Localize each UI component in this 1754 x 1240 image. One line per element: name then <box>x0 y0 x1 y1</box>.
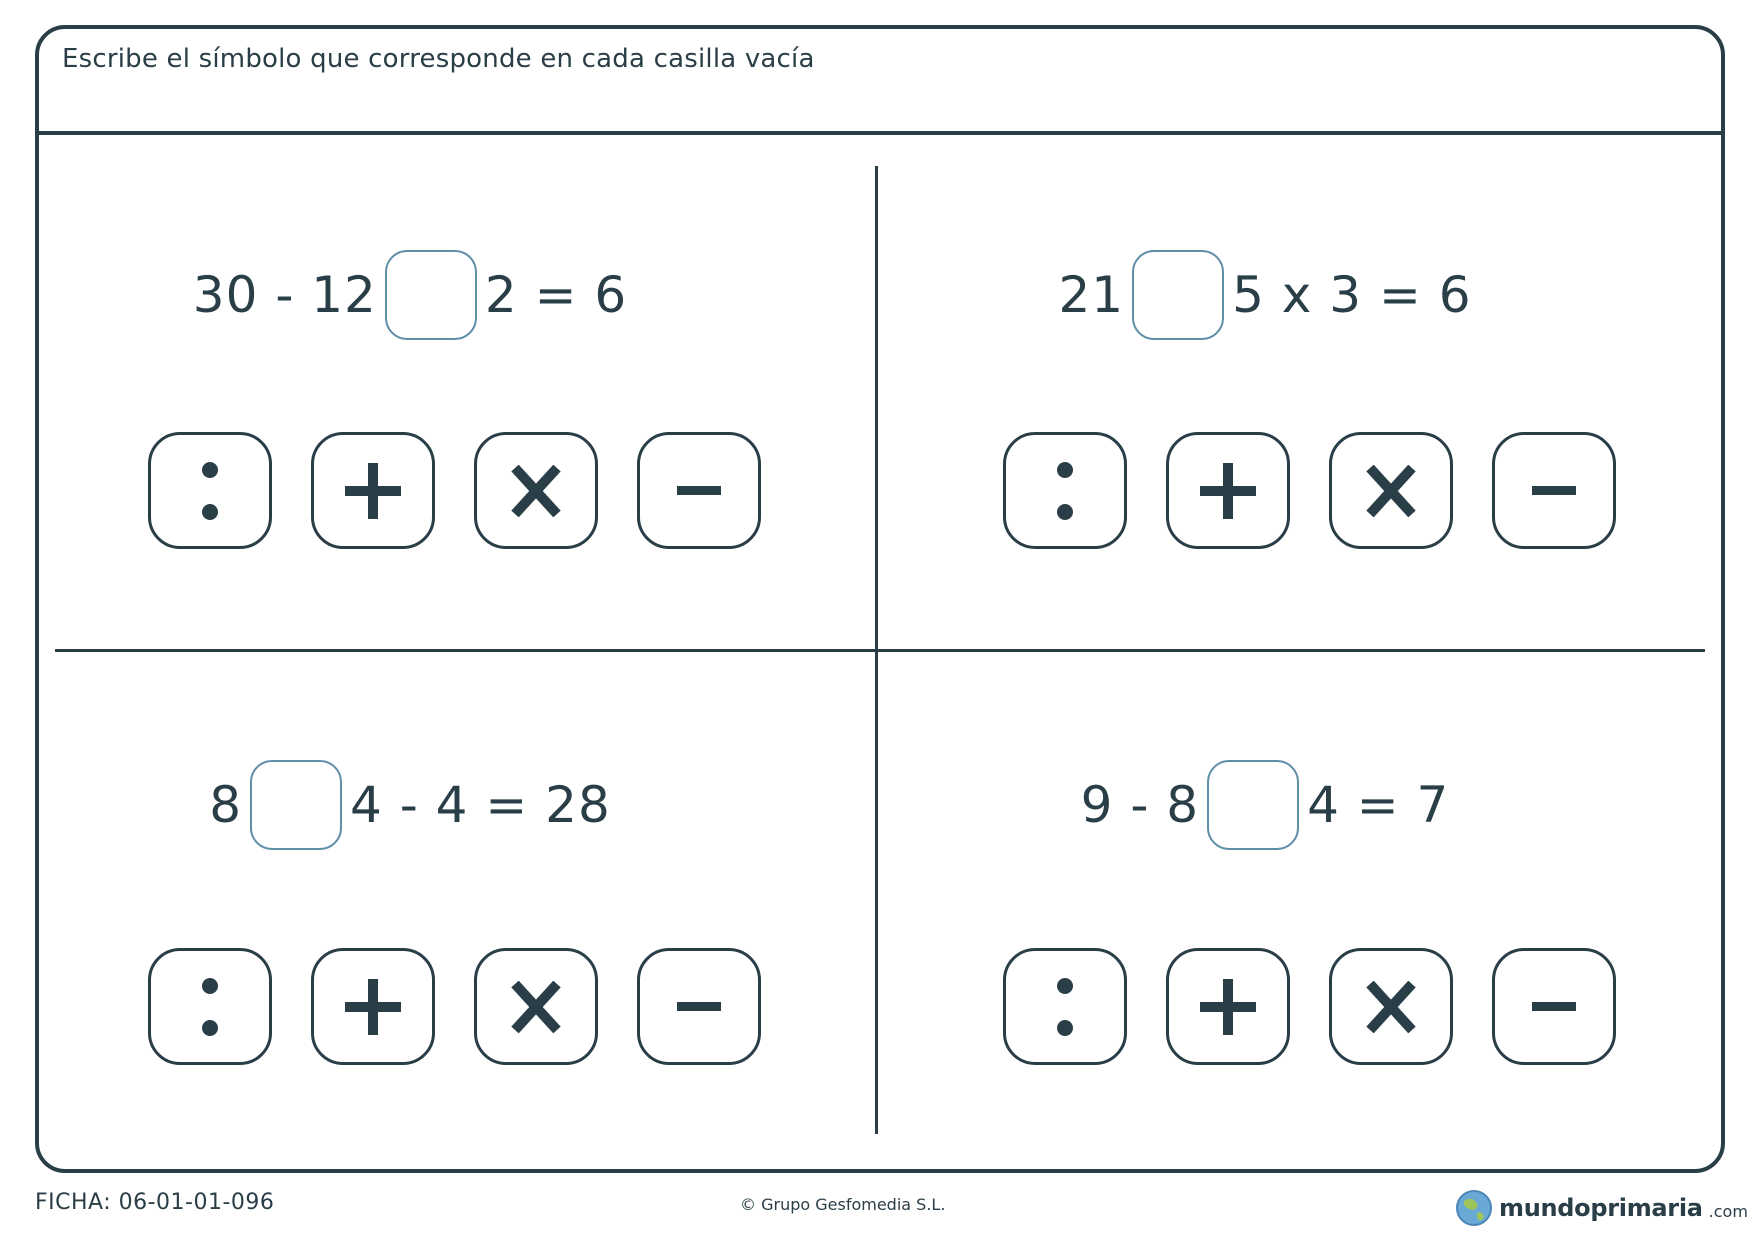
exercise-4 <box>955 705 1715 1145</box>
plus-icon <box>345 979 401 1035</box>
brand-name: mundoprimaria <box>1499 1194 1703 1222</box>
option-multiply-button[interactable] <box>1329 948 1453 1065</box>
minus-icon <box>1532 485 1576 497</box>
symbol-options <box>1003 948 1623 1066</box>
multiply-x-icon <box>1366 465 1416 517</box>
multiply-x-icon <box>511 465 561 517</box>
plus-icon <box>345 463 401 519</box>
equation <box>100 250 720 340</box>
symbol-options <box>1003 432 1623 550</box>
minus-icon <box>677 485 721 497</box>
equation <box>955 760 1575 850</box>
globe-icon <box>1455 1189 1493 1227</box>
equation-right: 5 x 3 = 6 <box>1232 266 1472 324</box>
division-colon-icon <box>195 972 225 1042</box>
option-plus-button[interactable] <box>1166 432 1290 549</box>
horizontal-divider <box>55 649 1705 652</box>
division-colon-icon <box>1050 456 1080 526</box>
multiply-x-icon <box>1366 981 1416 1033</box>
header-divider <box>37 131 1723 135</box>
option-plus-button[interactable] <box>1166 948 1290 1065</box>
option-division-button[interactable] <box>1003 432 1127 549</box>
minus-icon <box>1532 1001 1576 1013</box>
multiply-x-icon <box>511 981 561 1033</box>
equation-left: 9 - 8 <box>1080 776 1200 834</box>
option-multiply-button[interactable] <box>474 432 598 549</box>
option-division-button[interactable] <box>148 432 272 549</box>
option-division-button[interactable] <box>148 948 272 1065</box>
symbol-options <box>148 432 768 550</box>
option-plus-button[interactable] <box>311 948 435 1065</box>
plus-icon <box>1200 463 1256 519</box>
option-plus-button[interactable] <box>311 432 435 549</box>
exercise-1 <box>100 190 860 630</box>
exercise-2 <box>955 190 1715 630</box>
division-colon-icon <box>1050 972 1080 1042</box>
copyright-text: © Grupo Gesfomedia S.L. <box>740 1195 946 1214</box>
symbol-options <box>148 948 768 1066</box>
answer-blank[interactable] <box>1132 250 1224 340</box>
exercise-3 <box>100 705 860 1145</box>
option-minus-button[interactable] <box>637 432 761 549</box>
answer-blank[interactable] <box>250 760 342 850</box>
worksheet-code: FICHA: 06-01-01-096 <box>35 1190 275 1215</box>
brand-logo[interactable] <box>1455 1188 1748 1228</box>
option-multiply-button[interactable] <box>1329 432 1453 549</box>
answer-blank[interactable] <box>1207 760 1299 850</box>
option-minus-button[interactable] <box>637 948 761 1065</box>
equation-right: 4 - 4 = 28 <box>350 776 611 834</box>
division-colon-icon <box>195 456 225 526</box>
minus-icon <box>677 1001 721 1013</box>
option-minus-button[interactable] <box>1492 432 1616 549</box>
equation-right: 4 = 7 <box>1307 776 1450 834</box>
brand-suffix: .com <box>1708 1201 1748 1221</box>
equation-right: 2 = 6 <box>484 266 628 324</box>
equation-left: 8 <box>209 776 243 834</box>
option-division-button[interactable] <box>1003 948 1127 1065</box>
equation <box>955 250 1575 340</box>
equation <box>100 760 720 850</box>
option-multiply-button[interactable] <box>474 948 598 1065</box>
instruction-text: Escribe el símbolo que corresponde en cada casilla vacía <box>62 44 815 74</box>
plus-icon <box>1200 979 1256 1035</box>
equation-left: 30 - 12 <box>192 266 377 324</box>
equation-left: 21 <box>1058 266 1125 324</box>
answer-blank[interactable] <box>385 250 477 340</box>
option-minus-button[interactable] <box>1492 948 1616 1065</box>
